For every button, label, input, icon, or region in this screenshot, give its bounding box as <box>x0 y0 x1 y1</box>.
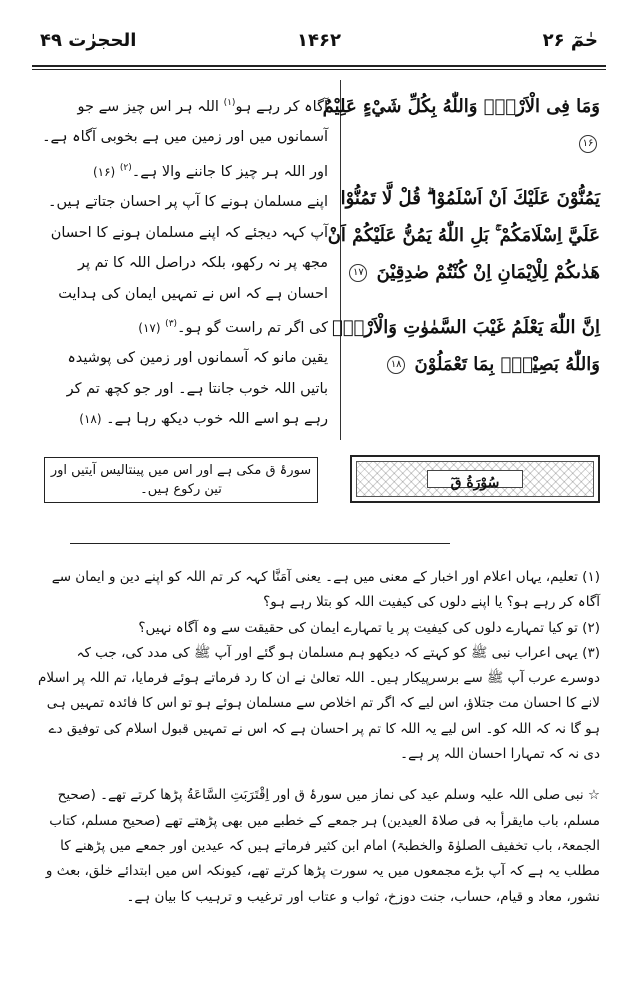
arabic-verse-text: اِنَّ اللّٰهَ يَعْلَمُ غَيْبَ السَّمٰوٰتِ وَالْاَرْضِۗ وَاللّٰهُ بَصِيْرٌۢ بِمَا تَعْمَلُوْنَ <box>331 317 600 375</box>
arabic-verse-text: يَمُنُّوْنَ عَلَيْكَ اَنْ اَسْلَمُوْا ۗ قُلْ لَّا تَمُنُّوْا عَلَيَّ اِسْلَامَكُمْ ۚ بَلِ اللّٰهُ يَمُنُّ عَلَيْكُمْ اَنْ هَدٰىكُمْ لِلْاِيْمَانِ اِنْ كُنْتُمْ صٰدِقِيْنَ <box>327 188 600 283</box>
surah-title-banner <box>350 455 600 503</box>
footnote-ref: (۱) <box>223 98 236 108</box>
arabic-verse-17 <box>320 180 600 291</box>
surah-info-line-1: سورۂ ق مکی ہے اور اس میں پینتالیس آیتیں اور <box>50 463 312 478</box>
urdu-column <box>38 88 328 435</box>
arabic-verse-16 <box>320 88 600 162</box>
urdu-text: یقین مانو کہ آسمانوں اور زمین کی پوشیدہ باتیں اللہ خوب جانتا ہے۔ اور جو کچھ تم کر رہے ہو اسے اللہ خوب دیکھ رہا ہے۔ <box>66 350 328 428</box>
verse-marker: ۱۶ <box>579 135 597 153</box>
footnote-star: ☆ نبی صلی اللہ علیہ وسلم عید کی نماز میں سورۂ ق اور اِقْتَرَبَتِ السَّاعَةُ پڑھا کرتے تھے۔ (صحیح مسلم، باب مایقرأ بہ فی صلاۃ العیدین) ہر جمعے کے خطبے میں بھی پڑھتے تھے (صحیح مسلم، کتاب الجمعۃ، باب تخفیف الصلوٰۃ والخطبۃ) امام ابن کثیر فرماتے ہیں کہ عیدین اور جمعے میں پڑھنے کا مطلب یہ ہے کہ آپ بڑے مجمعوں میں یہ سورت پڑھا کرتے تھے، کیونکہ اس میں ابتدائے خلق، بعث و نشور، معاد و قیام، حساب، جنت دوزخ، ثواب و عتاب اور ترغیب و ترہیب کا بیان ہے۔ <box>45 787 600 905</box>
urdu-text: آگاہ کر رہے ہو <box>235 98 328 115</box>
arabic-verse-text: وَمَا فِى الْاَرْضِۜ وَاللّٰهُ بِكُلِّ شَيْءٍ عَلِيْمٌ <box>322 96 600 117</box>
arabic-column <box>320 88 600 401</box>
surah-info-box <box>44 457 318 503</box>
footnote-ref: (۳) <box>165 319 178 330</box>
verse-number: (۱۶) <box>92 164 116 179</box>
arabic-verse-18 <box>320 309 600 383</box>
footnote-ref: (۲) <box>119 162 132 173</box>
surah-title: سُوْرَةُ قٓ <box>427 470 523 488</box>
urdu-verse-16 <box>38 88 328 187</box>
footnote-3: (۳) یہی اعراب نبی ﷺ کو کہتے کہ دیکھو ہم مسلمان ہو گئے اور آپ ﷺ کی مدد کی، جب کہ دوسرے عرب آپ ﷺ سے برسرپیکار ہیں۔ اللہ تعالیٰ نے ان کا رد فرماتے ہوئے فرمایا، تم اللہ پر اسلام لانے کا احسان مت جتلاؤ، اس لیے کہ اگر تم اخلاص سے مسلمان ہوئے ہو تو اس کا فائدہ تمہیں ہی ہو گا نہ کہ اللہ کو۔ اس لیے یہ اللہ کا تم پر احسان ہے کہ اس نے تمہیں قبول اسلام کی توفیق دے دی نہ کہ تمہارا احسان اللہ پر ہے۔ <box>38 644 600 763</box>
surah-info-line-2: تین رکوع ہیں۔ <box>140 482 222 497</box>
banner-ornament <box>356 461 594 497</box>
footnote-1: (۱) تعلیم، یہاں اعلام اور اخبار کے معنی میں ہے۔ یعنی آمَنَّا کہہ کر تم اللہ کو اپنے دین و ایمان سے آگاہ کر رہے ہو؟ یا اپنے دلوں کی کیفیت اللہ کو بتلا رہے ہو؟ <box>51 569 600 611</box>
footnotes <box>38 565 600 910</box>
verse-marker: ۱۸ <box>387 356 405 374</box>
header-rule <box>32 65 606 67</box>
header-surah-juz: حٰمٓ ۲۶ <box>542 30 598 51</box>
header-surah-name: الحجرٰت ۴۹ <box>40 30 137 51</box>
verse-number: (۱۸) <box>79 412 102 427</box>
verse-number: (۱۷) <box>138 320 161 335</box>
verse-marker: ۱۷ <box>349 264 367 282</box>
urdu-text: اپنے مسلمان ہونے کا آپ پر احسان جتاتے ہیں۔ آپ کہہ دیجئے کہ اپنے مسلمان ہونے کا احسان مجھ پر نہ رکھو، بلکہ دراصل اللہ کا تم پر احسان ہے کہ اس نے تمہیں ایمان کی ہدایت کی اگر تم راست گو ہو۔ <box>47 194 328 336</box>
footnote-2: (۲) تو کیا تمہارے دلوں کی کیفیت پر یا تمہارے ایمان کی حقیقت سے وہ آگاہ نہیں؟ <box>138 619 600 636</box>
header-rule-thin <box>32 69 606 70</box>
page-number: ۱۴۶۲ <box>297 30 341 51</box>
footnote-separator <box>70 543 450 544</box>
urdu-text: اللہ ہر اس چیز سے جو آسمانوں میں اور زمین میں ہے بخوبی آگاہ ہے۔ اور اللہ ہر چیز کا جاننے والا ہے۔ <box>42 98 328 180</box>
urdu-verse-17 <box>38 187 328 343</box>
urdu-verse-18 <box>38 343 328 435</box>
